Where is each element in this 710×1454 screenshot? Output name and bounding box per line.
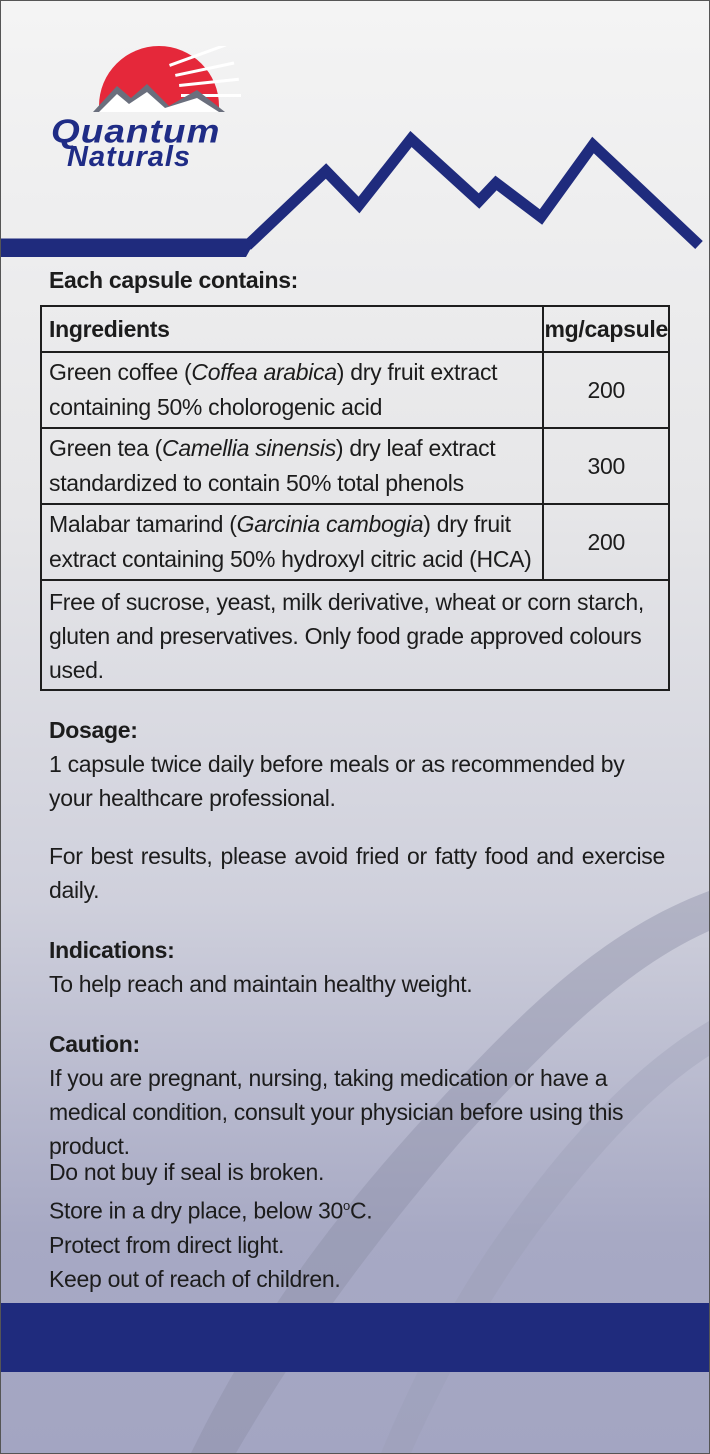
- latin-name: Garcinia cambogia: [236, 511, 424, 537]
- header-mg-capsule: mg/capsule: [543, 306, 669, 352]
- mg-value: 200: [543, 504, 669, 580]
- ingredient-text: Malabar tamarind (: [49, 511, 237, 537]
- indications-text: To help reach and maintain healthy weight.: [49, 971, 473, 997]
- ingredient-text: ) dry fruit extract containing 50% hydroxyl citric acid (HCA): [49, 511, 532, 572]
- degree-symbol: o: [343, 1198, 350, 1213]
- table-header-row: [41, 306, 669, 352]
- latin-name: Coffea arabica: [191, 359, 337, 385]
- storage-temp-unit: C.: [349, 1197, 373, 1224]
- storage-temp-text: Store in a dry place, below 30: [49, 1197, 344, 1224]
- ingredient-text: ) dry fruit extract containing 50% cholorogenic acid: [49, 359, 498, 420]
- caution-heading: Caution:: [49, 1031, 140, 1057]
- table-note: Free of sucrose, yeast, milk derivative, wheat or corn starch, gluten and preservatives. Only food grade approved colours used.: [41, 580, 669, 690]
- table-row: [41, 352, 669, 428]
- storage-temperature: [49, 1189, 665, 1228]
- caution-section: [49, 1027, 665, 1163]
- children-warning: Keep out of reach of children.: [49, 1265, 341, 1292]
- brand-name-line2: Naturals: [67, 141, 192, 173]
- header-ingredients: Ingredients: [41, 306, 543, 352]
- brand-name-line1: Quantum: [51, 113, 221, 150]
- mg-value: 300: [543, 428, 669, 504]
- ingredients-table: [40, 305, 670, 691]
- dosage-section: [49, 713, 665, 815]
- indications-heading: Indications:: [49, 937, 175, 963]
- best-results-text: For best results, please avoid fried or fatty food and exercise daily.: [49, 843, 665, 903]
- table-row: [41, 504, 669, 580]
- table-note-row: [41, 580, 669, 690]
- seal-warning: Do not buy if seal is broken.: [49, 1159, 325, 1185]
- latin-name: Camellia sinensis: [162, 435, 336, 461]
- ingredient-text: Green tea (: [49, 435, 163, 461]
- ingredient-cell: [41, 428, 543, 504]
- table-row: [41, 428, 669, 504]
- footer-band: [1, 1303, 709, 1372]
- ingredient-text: Green coffee (: [49, 359, 192, 385]
- dosage-text: 1 capsule twice daily before meals or as recommended by your healthcare professional.: [49, 751, 625, 811]
- storage-section: [49, 1155, 665, 1296]
- mg-value: 200: [543, 352, 669, 428]
- ingredient-cell: [41, 352, 543, 428]
- ingredient-cell: [41, 504, 543, 580]
- intro-heading: Each capsule contains:: [49, 267, 299, 293]
- caution-text: If you are pregnant, nursing, taking medication or have a medical condition, consult your physician before using this product.: [49, 1065, 624, 1159]
- indications-section: [49, 933, 665, 1001]
- dosage-heading: Dosage:: [49, 717, 138, 743]
- ingredient-text: ) dry leaf extract standardized to contain 50% total phenols: [49, 435, 496, 496]
- light-warning: Protect from direct light.: [49, 1231, 285, 1258]
